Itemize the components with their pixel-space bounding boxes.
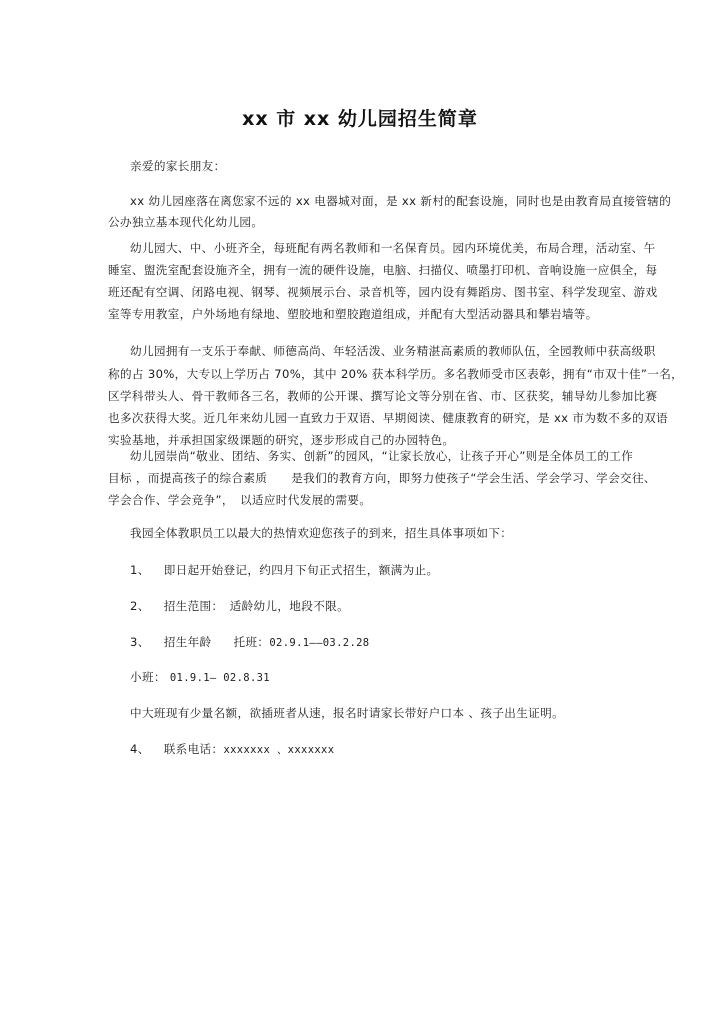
paragraph-line: 学会合作、学会竞争”， 以适应时代发展的需要。: [108, 493, 372, 507]
small-class-range: 01.9.1— 02.8.31: [169, 672, 270, 684]
nursery-class-label: 托班：: [233, 635, 270, 649]
item-number: 3、: [130, 635, 150, 649]
list-item-3: [130, 634, 640, 651]
paragraph-line: 室等专用教室，户外场地有绿地、塑胶地和塑胶跑道组成，并配有大型活动器具和攀岩墙等。: [108, 307, 598, 321]
item-number: 2、: [130, 599, 150, 613]
list-item-4: [130, 741, 640, 758]
item-number: 1、: [130, 563, 150, 577]
paragraph-line: 实验基地，并承担国家级课题的研究，逐步形成自己的办园特色。: [108, 433, 455, 447]
list-item-1: [130, 562, 640, 578]
nursery-class-range: 02.9.1——03.2.28: [269, 637, 370, 649]
contact-label: 联系电话：: [163, 742, 224, 756]
paragraph-line: 也多次获得大奖。近几年来幼儿园一直致力于双语、早期阅读、健康教育的研究，是 xx 市为数不多的双语: [108, 411, 668, 425]
greeting: 亲爱的家长朋友：: [130, 159, 226, 173]
paragraph-line: 公办独立基本现代化幼儿园。: [108, 215, 264, 229]
item-number: 4、: [130, 742, 150, 756]
paragraph-line: 幼儿园崇尚“敬业、团结、务实、创新”的园风，“让家长放心，让孩子开心”则是全体员工的工作: [130, 449, 634, 463]
item-text: 招生范围： 适龄幼儿，地段不限。: [163, 599, 350, 613]
item-text: 即日起开始登记，约四月下旬正式招生，额满为止。: [163, 563, 439, 577]
paragraph-line: 幼儿园大、中、小班齐全，每班配有两名教师和一名保育员。园内环境优美，布局合理，活动室、午: [130, 241, 656, 255]
paragraph-line: xx 幼儿园座落在离您家不远的 xx 电器城对面，是 xx 新村的配套设施，同时也是由教育局直接管辖的: [130, 194, 672, 208]
list-item-2: [130, 598, 640, 614]
transfer-note: 中大班现有少量名额，欲插班者从速，报名时请家长带好户口本 、孩子出生证明。: [130, 706, 565, 720]
paragraph-line: 幼儿园拥有一支乐于奉献、师德高尚、年轻活泼、业务精湛高素质的教师队伍，全园教师中获高级职: [130, 344, 656, 358]
paragraph-line: 称的占 30%，大专以上学历占 70%，其中 20% 获本科学历。多名教师受市区表彰，拥有“市双十佳”一名，: [108, 367, 684, 381]
paragraph-line: 目标 ，而提高孩子的综合素质 是我们的教育方向，即努力使孩子“学会生活、学会学习、学会交往、: [108, 471, 656, 485]
small-class-label: 小班：: [130, 670, 166, 684]
paragraph-line: 区学科带头人、骨干教师各三名，教师的公开课、撰写论文等分别在省、市、区获奖，辅导幼儿参加比赛: [108, 389, 658, 403]
paragraph-line: 班还配有空调、闭路电视、钢琴、视频展示台、录音机等，园内设有舞蹈房、图书室、科学发现室、游戏: [108, 285, 658, 299]
paragraph-line: 睡室、盥洗室配套设施齐全，拥有一流的硬件设施，电脑、扫描仪、喷墨打印机、音响设施一应俱全，每: [108, 263, 658, 277]
items-intro: 我园全体教职员工以最大的热情欢迎您孩子的到来，招生具体事项如下：: [130, 526, 513, 540]
contact-phone: xxxxxxx 、xxxxxxx: [223, 744, 335, 756]
page-title: xx 市 xx 幼儿园招生简章: [242, 108, 478, 130]
small-class: [130, 669, 640, 686]
item-label: 招生年龄: [163, 635, 212, 649]
